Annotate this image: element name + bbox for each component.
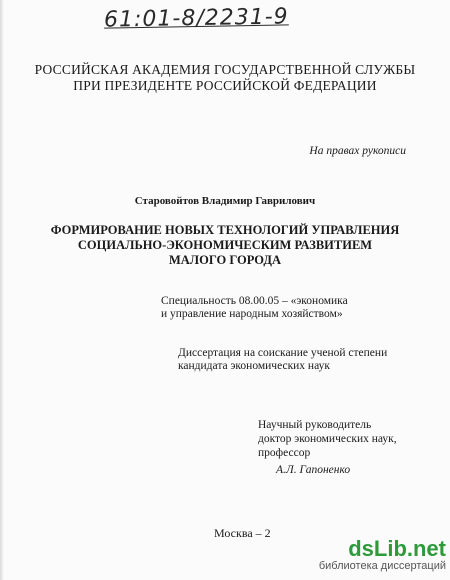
city-year: Москва – 2 <box>214 526 271 540</box>
specialty-line-2: и управление народным хозяйством» <box>161 308 343 320</box>
supervisor-line-2: доктор экономических наук, профессор <box>258 433 397 459</box>
dslib-subtitle: библиотека диссертаций <box>318 560 446 572</box>
supervisor-line-1: Научный руководитель <box>258 419 372 431</box>
specialty-line-1: Специальность 08.00.05 – «экономика <box>161 295 348 307</box>
rights-note: На правах рукописи <box>309 145 406 157</box>
degree-block <box>178 347 387 373</box>
academy-header <box>0 62 450 94</box>
academy-line-2: ПРИ ПРЕЗИДЕНТЕ РОССИЙСКОЙ ФЕДЕРАЦИИ <box>73 78 377 93</box>
title-line-1: ФОРМИРОВАНИЕ НОВЫХ ТЕХНОЛОГИЙ УПРАВЛЕНИЯ <box>50 223 400 237</box>
specialty-block <box>161 295 348 321</box>
author-name: Старовойтов Владимир Гаврилович <box>134 195 316 207</box>
watermark[interactable] <box>276 536 446 576</box>
academy-line-1: РОССИЙСКАЯ АКАДЕМИЯ ГОСУДАРСТВЕННОЙ СЛУЖБЫ <box>34 62 416 77</box>
dslib-logo[interactable]: dsLib.net <box>348 536 446 561</box>
title-line-2: СОЦИАЛЬНО-ЭКОНОМИЧЕСКИМ РАЗВИТИЕМ <box>77 238 373 252</box>
handwritten-archive-code: 61:01-8/2231-9 <box>103 4 289 33</box>
title-line-3: МАЛОГО ГОРОДА <box>168 253 281 267</box>
degree-line-1: Диссертация на соискание ученой степени <box>178 347 388 359</box>
dissertation-title <box>0 223 450 268</box>
supervisor-block <box>258 418 450 477</box>
supervisor-name: А.Л. Гапоненко <box>276 464 351 476</box>
degree-line-2: кандидата экономических наук <box>178 360 330 372</box>
